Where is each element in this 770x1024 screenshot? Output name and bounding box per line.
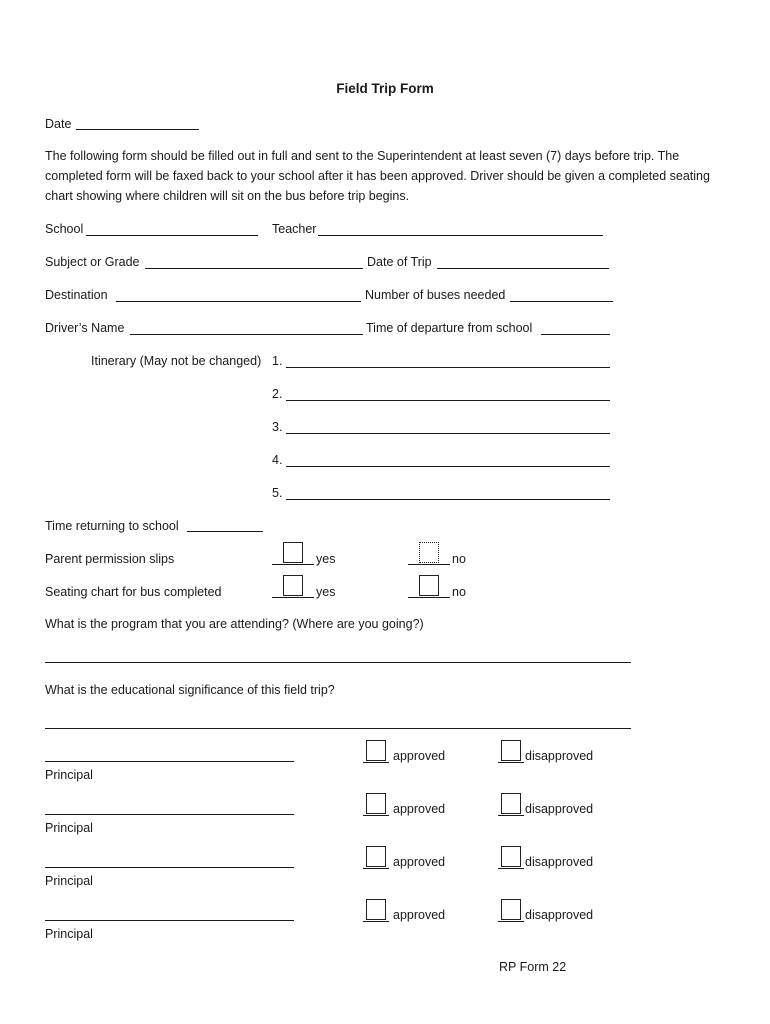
subject-field[interactable] bbox=[145, 268, 363, 269]
program-question: What is the program that you are attending? (Where are you going?) bbox=[45, 617, 424, 631]
itinerary-number: 5. bbox=[272, 486, 283, 500]
approved-checkbox[interactable] bbox=[366, 740, 386, 761]
disapproved-underline bbox=[498, 815, 524, 816]
itinerary-field[interactable] bbox=[286, 400, 610, 401]
date-label: Date bbox=[45, 117, 72, 131]
approved-label: approved bbox=[393, 802, 446, 816]
disapproved-label: disapproved bbox=[525, 908, 594, 922]
driver-field[interactable] bbox=[130, 334, 363, 335]
date-of-trip-field[interactable] bbox=[437, 268, 609, 269]
itinerary-number: 3. bbox=[272, 420, 283, 434]
itinerary-number: 1. bbox=[272, 354, 283, 368]
itinerary-label: Itinerary (May not be changed) bbox=[91, 354, 262, 368]
disapproved-label: disapproved bbox=[525, 802, 594, 816]
disapproved-checkbox[interactable] bbox=[501, 846, 521, 867]
returning-label: Time returning to school bbox=[45, 519, 179, 533]
instructions-paragraph: The following form should be filled out in full and sent to the Superintendent at least seven (7) days before trip. The completed form will be faxed back to your school after it has been approved. Driver should be given a completed seating chart showing where children will sit on the bus before trip begins. bbox=[45, 149, 710, 203]
buses-label: Number of buses needed bbox=[365, 288, 506, 302]
date-of-trip-label: Date of Trip bbox=[367, 255, 432, 269]
principal-label: Principal bbox=[45, 874, 93, 888]
approved-underline bbox=[363, 868, 389, 869]
principal-label: Principal bbox=[45, 768, 93, 782]
permission-yes-checkbox[interactable] bbox=[283, 542, 303, 563]
departure-label: Time of departure from school bbox=[366, 321, 533, 335]
significance-answer-field[interactable] bbox=[45, 728, 631, 729]
approved-checkbox[interactable] bbox=[366, 793, 386, 814]
seating-no-label: no bbox=[452, 585, 466, 599]
seating-no-underline bbox=[408, 597, 450, 598]
departure-field[interactable] bbox=[541, 334, 610, 335]
destination-label: Destination bbox=[45, 288, 108, 302]
itinerary-field[interactable] bbox=[286, 433, 610, 434]
teacher-label: Teacher bbox=[272, 222, 317, 236]
permission-no-checkbox[interactable] bbox=[419, 542, 439, 563]
disapproved-underline bbox=[498, 762, 524, 763]
approved-label: approved bbox=[393, 749, 446, 763]
seating-no-checkbox[interactable] bbox=[419, 575, 439, 596]
approved-underline bbox=[363, 815, 389, 816]
seating-yes-underline bbox=[272, 597, 314, 598]
returning-field[interactable] bbox=[187, 531, 263, 532]
permission-yes-label: yes bbox=[316, 552, 336, 566]
significance-question: What is the educational significance of this field trip? bbox=[45, 683, 335, 697]
seating-label: Seating chart for bus completed bbox=[45, 585, 222, 599]
approved-checkbox[interactable] bbox=[366, 899, 386, 920]
seating-yes-checkbox[interactable] bbox=[283, 575, 303, 596]
itinerary-field[interactable] bbox=[286, 367, 610, 368]
program-answer-field[interactable] bbox=[45, 662, 631, 663]
principal-label: Principal bbox=[45, 821, 93, 835]
approved-underline bbox=[363, 921, 389, 922]
school-field[interactable] bbox=[86, 235, 258, 236]
approved-label: approved bbox=[393, 908, 446, 922]
destination-field[interactable] bbox=[116, 301, 361, 302]
permission-no-label: no bbox=[452, 552, 466, 566]
disapproved-checkbox[interactable] bbox=[501, 793, 521, 814]
permission-yes-underline bbox=[272, 564, 314, 565]
approved-label: approved bbox=[393, 855, 446, 869]
itinerary-number: 4. bbox=[272, 453, 283, 467]
principal-signature-line[interactable] bbox=[45, 867, 294, 868]
disapproved-underline bbox=[498, 921, 524, 922]
principal-label: Principal bbox=[45, 927, 93, 941]
principal-signature-line[interactable] bbox=[45, 814, 294, 815]
date-field[interactable] bbox=[76, 129, 199, 130]
permission-no-underline bbox=[408, 564, 450, 565]
disapproved-label: disapproved bbox=[525, 749, 594, 763]
school-label: School bbox=[45, 222, 84, 236]
driver-label: Driver’s Name bbox=[45, 321, 125, 335]
form-title: Field Trip Form bbox=[336, 81, 434, 96]
subject-label: Subject or Grade bbox=[45, 255, 140, 269]
disapproved-checkbox[interactable] bbox=[501, 740, 521, 761]
itinerary-number: 2. bbox=[272, 387, 283, 401]
principal-signature-line[interactable] bbox=[45, 761, 294, 762]
seating-yes-label: yes bbox=[316, 585, 336, 599]
buses-field[interactable] bbox=[510, 301, 613, 302]
principal-signature-line[interactable] bbox=[45, 920, 294, 921]
itinerary-field[interactable] bbox=[286, 466, 610, 467]
itinerary-field[interactable] bbox=[286, 499, 610, 500]
approved-underline bbox=[363, 762, 389, 763]
approved-checkbox[interactable] bbox=[366, 846, 386, 867]
disapproved-underline bbox=[498, 868, 524, 869]
permission-label: Parent permission slips bbox=[45, 552, 175, 566]
form-number: RP Form 22 bbox=[499, 960, 567, 974]
disapproved-label: disapproved bbox=[525, 855, 594, 869]
disapproved-checkbox[interactable] bbox=[501, 899, 521, 920]
teacher-field[interactable] bbox=[318, 235, 603, 236]
